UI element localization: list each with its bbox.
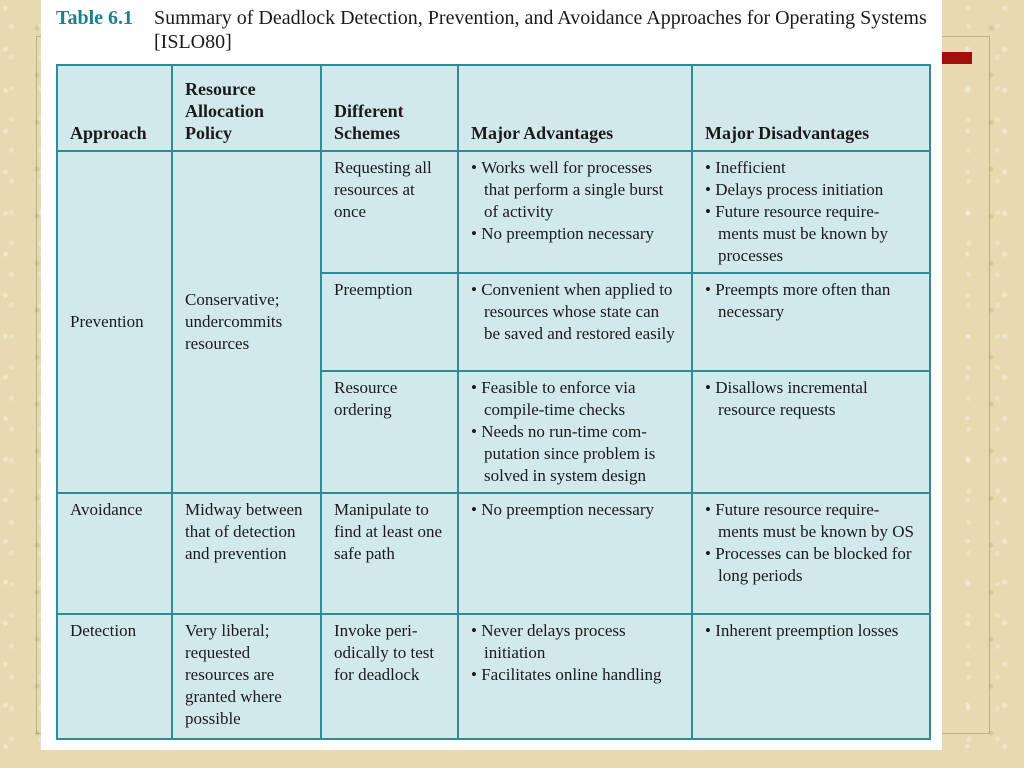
header-advantages: Major Advantages bbox=[458, 65, 692, 151]
policy-cell: Very liberal; requested resources are granted where possible bbox=[172, 614, 321, 739]
list-item: • Never delays process initiation bbox=[471, 620, 679, 664]
scheme-cell: Invoke peri-odically to test for deadlock bbox=[321, 614, 458, 739]
disadvantages-cell bbox=[692, 151, 930, 273]
list-item: • No preemption necessary bbox=[471, 499, 679, 521]
advantages-list bbox=[471, 499, 679, 521]
list-item: • Disallows incremental resource requests bbox=[705, 377, 917, 421]
approach-cell: Detection bbox=[57, 614, 172, 739]
approach-cell: Prevention bbox=[57, 151, 172, 493]
table-panel bbox=[41, 0, 942, 750]
advantages-list bbox=[471, 157, 679, 245]
table-caption bbox=[56, 6, 936, 54]
advantages-list bbox=[471, 377, 679, 487]
disadvantages-list bbox=[705, 620, 917, 642]
header-policy: Resource Allocation Policy bbox=[172, 65, 321, 151]
list-item: • Inherent preemption losses bbox=[705, 620, 917, 642]
scheme-cell: Manipulate to find at least one safe path bbox=[321, 493, 458, 614]
list-item: • Future resource require-ments must be known by OS bbox=[705, 499, 917, 543]
title-accent-bar bbox=[940, 52, 972, 64]
list-item: • Convenient when applied to resources whose state can be saved and restored easily bbox=[471, 279, 679, 345]
header-approach: Approach bbox=[57, 65, 172, 151]
list-item: • Facilitates online handling bbox=[471, 664, 679, 686]
list-item: • Preempts more often than necessary bbox=[705, 279, 917, 323]
table-row bbox=[57, 493, 930, 614]
table-row bbox=[57, 151, 930, 273]
advantages-cell bbox=[458, 614, 692, 739]
disadvantages-list bbox=[705, 157, 917, 267]
disadvantages-cell bbox=[692, 614, 930, 739]
disadvantages-cell bbox=[692, 371, 930, 493]
disadvantages-cell bbox=[692, 493, 930, 614]
disadvantages-list bbox=[705, 499, 917, 587]
advantages-list bbox=[471, 279, 679, 345]
list-item: • Feasible to enforce via compile-time checks bbox=[471, 377, 679, 421]
advantages-cell bbox=[458, 151, 692, 273]
advantages-cell bbox=[458, 371, 692, 493]
scheme-cell: Resource ordering bbox=[321, 371, 458, 493]
list-item: • Future resource require-ments must be known by processes bbox=[705, 201, 917, 267]
header-row bbox=[57, 65, 930, 151]
list-item: • Inefficient bbox=[705, 157, 917, 179]
advantages-cell bbox=[458, 273, 692, 371]
deadlock-summary-table bbox=[56, 64, 931, 740]
advantages-list bbox=[471, 620, 679, 686]
scheme-cell: Requesting all resources at once bbox=[321, 151, 458, 273]
policy-cell: Midway between that of detection and prevention bbox=[172, 493, 321, 614]
list-item: • Works well for processes that perform a single burst of activity bbox=[471, 157, 679, 223]
disadvantages-cell bbox=[692, 273, 930, 371]
table-number: Table 6.1 bbox=[56, 7, 134, 29]
policy-cell: Conservative; undercommits resources bbox=[172, 151, 321, 493]
disadvantages-list bbox=[705, 377, 917, 421]
list-item: • No preemption necessary bbox=[471, 223, 679, 245]
disadvantages-list bbox=[705, 279, 917, 323]
table-title: Summary of Deadlock Detection, Prevention, and Avoidance Approaches for Operating Systems [ISLO80] bbox=[154, 7, 927, 53]
scheme-cell: Preemption bbox=[321, 273, 458, 371]
header-disadvantages: Major Disadvantages bbox=[692, 65, 930, 151]
advantages-cell bbox=[458, 493, 692, 614]
approach-cell: Avoidance bbox=[57, 493, 172, 614]
list-item: • Needs no run-time com-putation since problem is solved in system design bbox=[471, 421, 679, 487]
list-item: • Processes can be blocked for long periods bbox=[705, 543, 917, 587]
table-row bbox=[57, 614, 930, 739]
header-schemes: Different Schemes bbox=[321, 65, 458, 151]
list-item: • Delays process initiation bbox=[705, 179, 917, 201]
